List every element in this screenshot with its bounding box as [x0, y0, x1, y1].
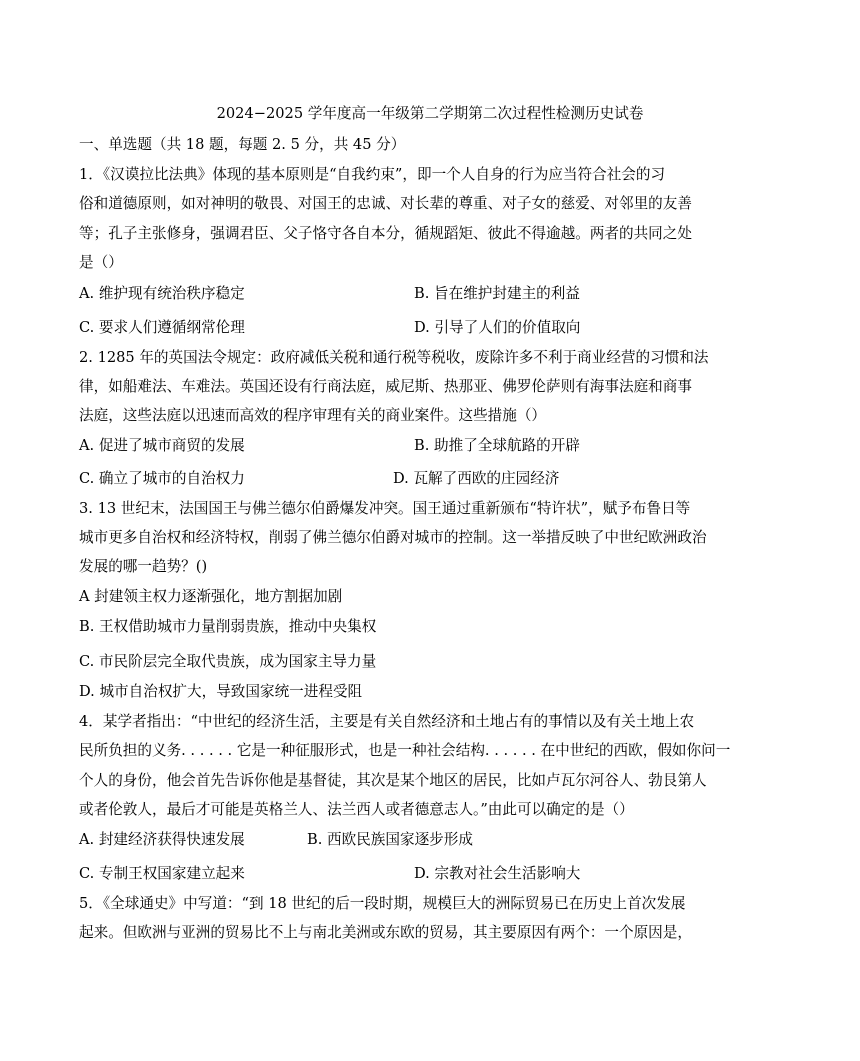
question-4-line-4: 或者伦敦人，最后才可能是英格兰人、法兰西人或者德意志人。”由此可以确定的是（）: [79, 801, 634, 818]
question-5-line-2: 起来。但欧洲与亚洲的贸易比不上与南北美洲或东欧的贸易，其主要原因有两个：一个原因是，: [79, 924, 692, 941]
question-4-option-c: C. 专制王权国家建立起来: [79, 865, 245, 882]
question-2-line-2: 律，如船难法、车难法。英国还设有行商法庭，威尼斯、热那亚、佛罗伦萨则有海事法庭和商事: [79, 378, 692, 395]
question-1-option-c: C. 要求人们遵循纲常伦理: [79, 319, 245, 336]
question-3-line-1: 3. 13 世纪末，法国国王与佛兰德尔伯爵爆发冲突。国王通过重新颁布“特许状”，赋予布鲁日等: [79, 500, 691, 517]
question-3-line-2: 城市更多自治权和经济特权，削弱了佛兰德尔伯爵对城市的控制。这一举措反映了中世纪欧洲政治: [79, 529, 707, 546]
question-1-line-2: 俗和道德原则，如对神明的敬畏、对国王的忠诚、对长辈的尊重、对子女的慈爱、对邻里的友善: [79, 195, 692, 212]
question-1-line-3: 等；孔子主张修身，强调君臣、父子恪守各自本分，循规蹈矩、彼此不得逾越。两者的共同之处: [79, 225, 692, 242]
question-3-option-c: C. 市民阶层完全取代贵族，成为国家主导力量: [79, 653, 377, 670]
section-heading: 一、单选题（共 18 题，每题 2. 5 分，共 45 分）: [79, 136, 406, 153]
question-4-line-1: 4．某学者指出：“中世纪的经济生活，主要是有关自然经济和土地占有的事情以及有关土地上农: [79, 713, 695, 730]
question-5-line-1: 5．《全球通史》中写道：“到 18 世纪的后一段时期，规模巨大的洲际贸易已在历史上首次发展: [79, 895, 686, 912]
question-2-option-b: B. 助推了全球航路的开辟: [414, 437, 580, 454]
question-1-option-b: B. 旨在维护封建主的利益: [414, 285, 580, 302]
question-4-option-b: B. 西欧民族国家逐步形成: [307, 831, 473, 848]
question-4-option-a: A. 封建经济获得快速发展: [79, 831, 245, 848]
question-2-option-a: A. 促进了城市商贸的发展: [79, 437, 245, 454]
question-1-line-1: 1．《汉谟拉比法典》体现的基本原则是“自我约束”，即一个人自身的行为应当符合社会的习: [79, 166, 666, 183]
question-4-line-3: 个人的身份，他会首先告诉你他是基督徒，其次是某个地区的居民，比如卢瓦尔河谷人、勃艮第人: [79, 772, 707, 789]
question-4-option-d: D. 宗教对社会生活影响大: [414, 865, 581, 882]
question-1-option-a: A. 维护现有统治秩序稳定: [79, 285, 245, 302]
question-4-line-2: 民所负担的义务. . . . . . 它是一种征服形式，也是一种社会结构. . . . . . 在中世纪的西欧，假如你问一: [79, 742, 731, 759]
question-3-option-d: D. 城市自治权扩大，导致国家统一进程受阻: [79, 683, 363, 700]
question-3-option-b: B. 王权借助城市力量削弱贵族，推动中央集权: [79, 618, 377, 635]
exam-title: 2024−2025 学年度高一年级第二学期第二次过程性检测历史试卷: [216, 105, 644, 122]
question-1-line-4: 是（）: [79, 254, 123, 271]
question-3-option-a: A 封建领主权力逐渐强化，地方割据加剧: [79, 588, 343, 605]
question-2-line-3: 法庭，这些法庭以迅速而高效的程序审理有关的商业案件。这些措施（）: [79, 407, 547, 424]
question-3-line-3: 发展的哪一趋势？(): [79, 558, 208, 575]
question-2-option-c: C. 确立了城市的自治权力: [79, 470, 245, 487]
question-2-option-d: D. 瓦解了西欧的庄园经济: [393, 470, 560, 487]
question-2-line-1: 2. 1285 年的英国法令规定：政府减低关税和通行税等税收，废除许多不利于商业经营的习惯和法: [79, 349, 709, 366]
question-1-option-d: D. 引导了人们的价值取向: [414, 319, 581, 336]
